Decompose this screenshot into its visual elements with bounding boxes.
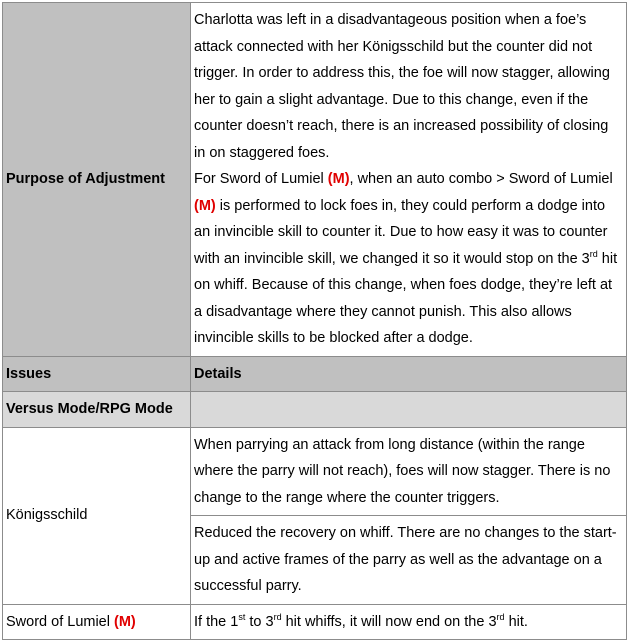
- issues-header: Issues: [3, 356, 191, 392]
- move-strength-tag: (M): [327, 171, 350, 187]
- sword-row: [3, 604, 627, 640]
- purpose-label: Purpose of Adjustment: [3, 3, 191, 357]
- konigsschild-detail-1: When parrying an attack from long distance (within the range where the parry will not reach), foes will now stagger. There is no change to the range where the counter triggers.: [191, 427, 627, 516]
- move-strength-tag: (M): [114, 613, 136, 630]
- sword-detail: If the 1st to 3rd hit whiffs, it will now end on the 3rd hit.: [191, 604, 627, 640]
- purpose-paragraph-2: For Sword of Lumiel (M), when an auto combo > Sword of Lumiel (M) is performed to lock foes in, they could perform a dodge into an invincible skill to counter it. Due to how easy it was to counter with an invincible skill, we changed it so it would stop on the 3rd hit on whiff. Because of this change, when foes dodge, they’re left at a disadvantage where they cannot punish. This also allows invincible skills to be blocked after a dodge.: [194, 171, 618, 346]
- purpose-text: [191, 3, 627, 357]
- mode-empty-cell: [191, 392, 627, 428]
- konigsschild-label: Königsschild: [3, 427, 191, 604]
- mode-row: [3, 392, 627, 428]
- move-strength-tag: (M): [194, 197, 216, 214]
- konigsschild-row-1: [3, 427, 627, 516]
- konigsschild-detail-2: Reduced the recovery on whiff. There are no changes to the start-up and active frames of the parry as well as the advantage on a successful parry.: [191, 516, 627, 605]
- purpose-paragraph-1: Charlotta was left in a disadvantageous position when a foe’s attack connected with her Königsschild but the counter did not trigger. In order to address this, the foe will now stagger, allowing her to gain a slight advantage. Due to this change, even if the counter doesn’t reach, there is an increased possibility of closing in on staggered foes.: [194, 12, 610, 161]
- header-row: [3, 356, 627, 392]
- mode-label: Versus Mode/RPG Mode: [3, 392, 191, 428]
- purpose-row: [3, 3, 627, 357]
- details-header: Details: [191, 356, 627, 392]
- sword-label: Sword of Lumiel (M): [3, 604, 191, 640]
- patch-notes-table: [2, 2, 627, 640]
